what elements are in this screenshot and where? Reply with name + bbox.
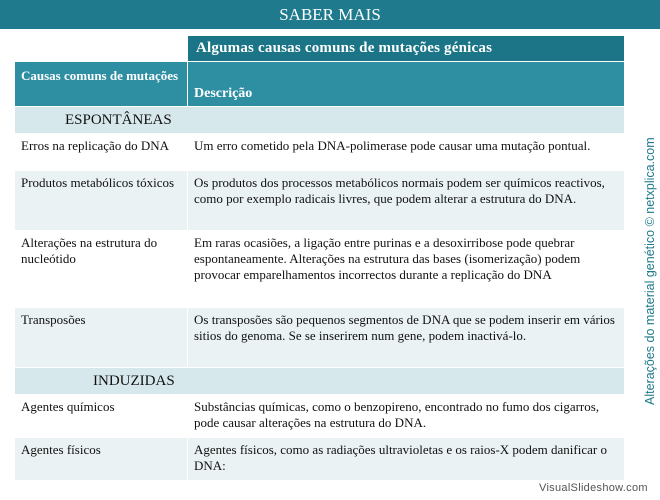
banner-title: SABER MAIS	[0, 0, 660, 29]
section-row-spontaneous	[15, 107, 624, 134]
table-header-row	[15, 62, 624, 107]
description-cell: Os produtos dos processos metabólicos normais podem ser químicos reactivos, como por exemplo radicais livres, que podem alterar a estrutura do DNA.	[188, 171, 624, 230]
description-cell: Agentes físicos, como as radiações ultravioletas e os raios-X podem danificar o DNA:	[188, 438, 624, 480]
cause-cell: Transposões	[15, 308, 188, 367]
cause-cell: Agentes físicos	[15, 438, 188, 480]
mutations-table	[15, 62, 624, 481]
table-row	[15, 395, 624, 438]
table-row	[15, 231, 624, 308]
description-cell: Os transposões são pequenos segmentos de DNA que se podem inserir em vários sitios do genoma. Se se inserirem num gene, podem inactivá-lo.	[188, 308, 624, 367]
table-row	[15, 171, 624, 231]
cause-cell: Erros na replicação do DNA	[15, 134, 188, 170]
description-cell: Um erro cometido pela DNA-polimerase pode causar uma mutação pontual.	[188, 134, 624, 170]
watermark-footer: VisualSlideshow.com	[539, 482, 648, 494]
table-title: Algumas causas comuns de mutações génicas	[188, 36, 624, 61]
cause-cell: Agentes químicos	[15, 395, 188, 437]
table-row	[15, 308, 624, 368]
description-cell: Em raras ocasiões, a ligação entre purinas e a desoxirribose pode quebrar espontaneamente. Alterações na estrutura das bases (isomerização) podem provocar emparelhamentos incorrectos durante a replicação do DNA	[188, 231, 624, 307]
section-label: INDUZIDAS	[15, 368, 188, 394]
section-label: ESPONTÂNEAS	[15, 107, 188, 133]
cause-cell: Alterações na estrutura do nucleótido	[15, 231, 188, 307]
table-row	[15, 438, 624, 481]
table-row	[15, 134, 624, 171]
header-cause: Causas comuns de mutações	[15, 62, 188, 106]
copyright-sidebar: Alterações do material genético © netxplica.com	[643, 137, 657, 405]
cause-cell: Produtos metabólicos tóxicos	[15, 171, 188, 230]
description-cell: Substâncias químicas, como o benzopireno, encontrado no fumo dos cigarros, pode causar alterações na estrutura do DNA.	[188, 395, 624, 437]
section-row-induced	[15, 368, 624, 395]
header-description: Descrição	[188, 62, 624, 106]
